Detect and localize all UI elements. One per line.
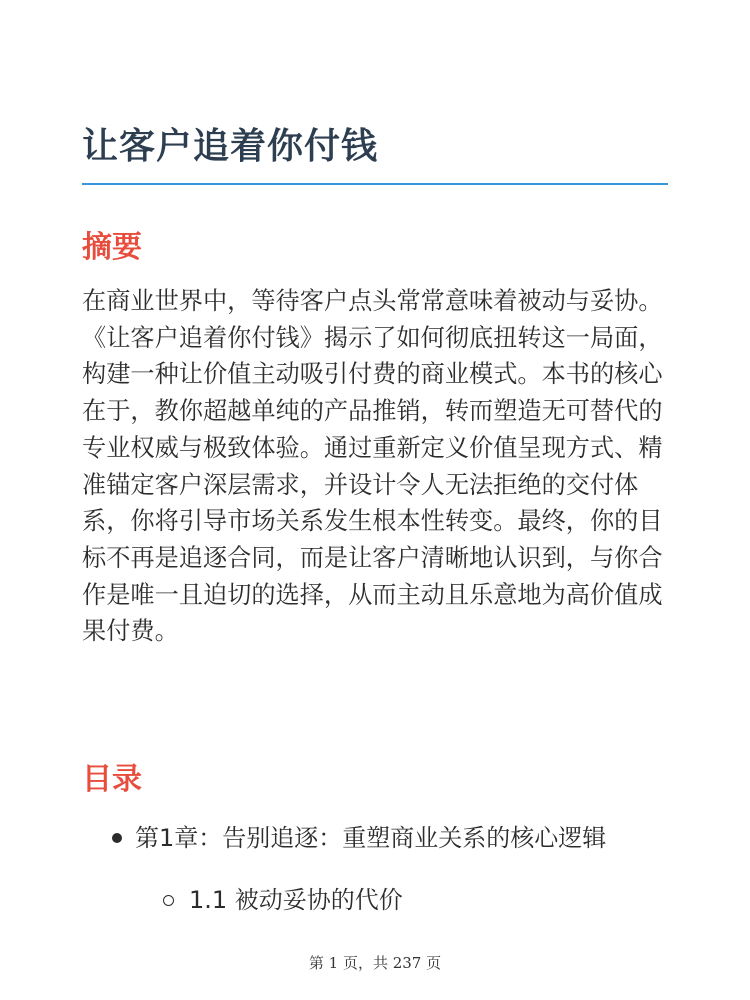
toc-heading: 目录	[82, 762, 142, 797]
toc-list	[82, 818, 682, 920]
filled-bullet-icon	[112, 833, 122, 843]
title-divider	[82, 183, 668, 185]
summary-paragraph: 在商业世界中，等待客户点头常常意味着被动与妥协。《让客户追着你付钱》揭示了如何彻底扭转这一局面，构建一种让价值主动吸引付费的商业模式。本书的核心在于，教你超越单纯的产品推销，转而塑造无可替代的专业权威与极致体验。通过重新定义价值呈现方式、精准锚定客户深层需求，并设计令人无法拒绝的交付体系，你将引导市场关系发生根本性转变。最终，你的目标不再是追逐合同，而是让客户清晰地认识到，与你合作是唯一且迫切的选择，从而主动且乐意地为高价值成果付费。	[82, 287, 663, 646]
toc-item-section-1-1[interactable]	[82, 880, 682, 920]
hollow-bullet-icon	[163, 895, 174, 906]
toc-item-label: 1.1 被动妥协的代价	[189, 886, 403, 914]
toc-item-chapter-1[interactable]	[82, 818, 682, 858]
document-title: 让客户追着你付钱	[82, 126, 379, 167]
summary-heading: 摘要	[82, 230, 142, 265]
toc-item-label: 第1章：告别追逐：重塑商业关系的核心逻辑	[135, 824, 607, 852]
page-number-footer: 第 1 页，共 237 页	[308, 954, 442, 972]
